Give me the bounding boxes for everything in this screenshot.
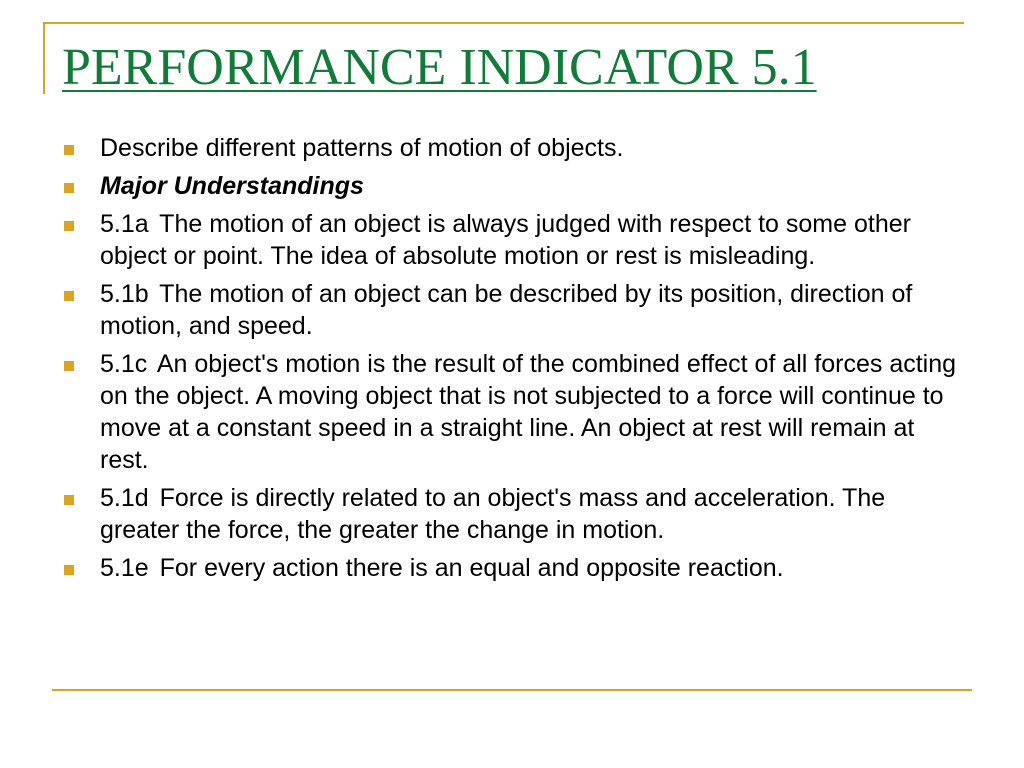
bottom-border-line (52, 689, 972, 691)
bullet-heading: Major Understandings (100, 172, 364, 200)
left-border-line (43, 22, 45, 94)
square-bullet-icon (64, 183, 74, 193)
bullet-item-5-1a (64, 208, 964, 272)
bullet-code: 5.1b (100, 280, 149, 308)
square-bullet-icon (64, 221, 74, 231)
bullet-item-5-1e (64, 552, 964, 584)
bullet-code: 5.1d (100, 484, 149, 512)
square-bullet-icon (64, 361, 74, 371)
bullet-list (64, 132, 964, 590)
bullet-item-5-1b (64, 278, 964, 342)
bullet-text: An object's motion is the result of the combined effect of all forces acting on the object. A moving object that is not subjected to a force will continue to move at a constant speed in a straight line. An object at rest will remain at rest. (100, 350, 957, 474)
bullet-item-major-understandings (64, 170, 964, 202)
top-border-line (44, 22, 964, 24)
square-bullet-icon (64, 291, 74, 301)
square-bullet-icon (64, 145, 74, 155)
square-bullet-icon (64, 565, 74, 575)
slide-title: PERFORMANCE INDICATOR 5.1 (62, 39, 817, 96)
bullet-text: Describe different patterns of motion of objects. (100, 134, 624, 162)
bullet-code: 5.1a (100, 210, 149, 238)
bullet-text: Force is directly related to an object's mass and acceleration. The greater the force, the greater the change in motion. (100, 484, 886, 544)
bullet-text: The motion of an object can be described by its position, direction of motion, and speed. (100, 280, 913, 340)
bullet-text: The motion of an object is always judged with respect to some other object or point. The idea of absolute motion or rest is misleading. (100, 210, 911, 270)
bullet-code: 5.1e (100, 554, 149, 582)
bullet-code: 5.1c (100, 350, 148, 378)
bullet-item-5-1c (64, 348, 964, 476)
bullet-text: For every action there is an equal and opposite reaction. (159, 554, 784, 582)
bullet-item-5-1d (64, 482, 964, 546)
bullet-item-objective (64, 132, 964, 164)
square-bullet-icon (64, 495, 74, 505)
